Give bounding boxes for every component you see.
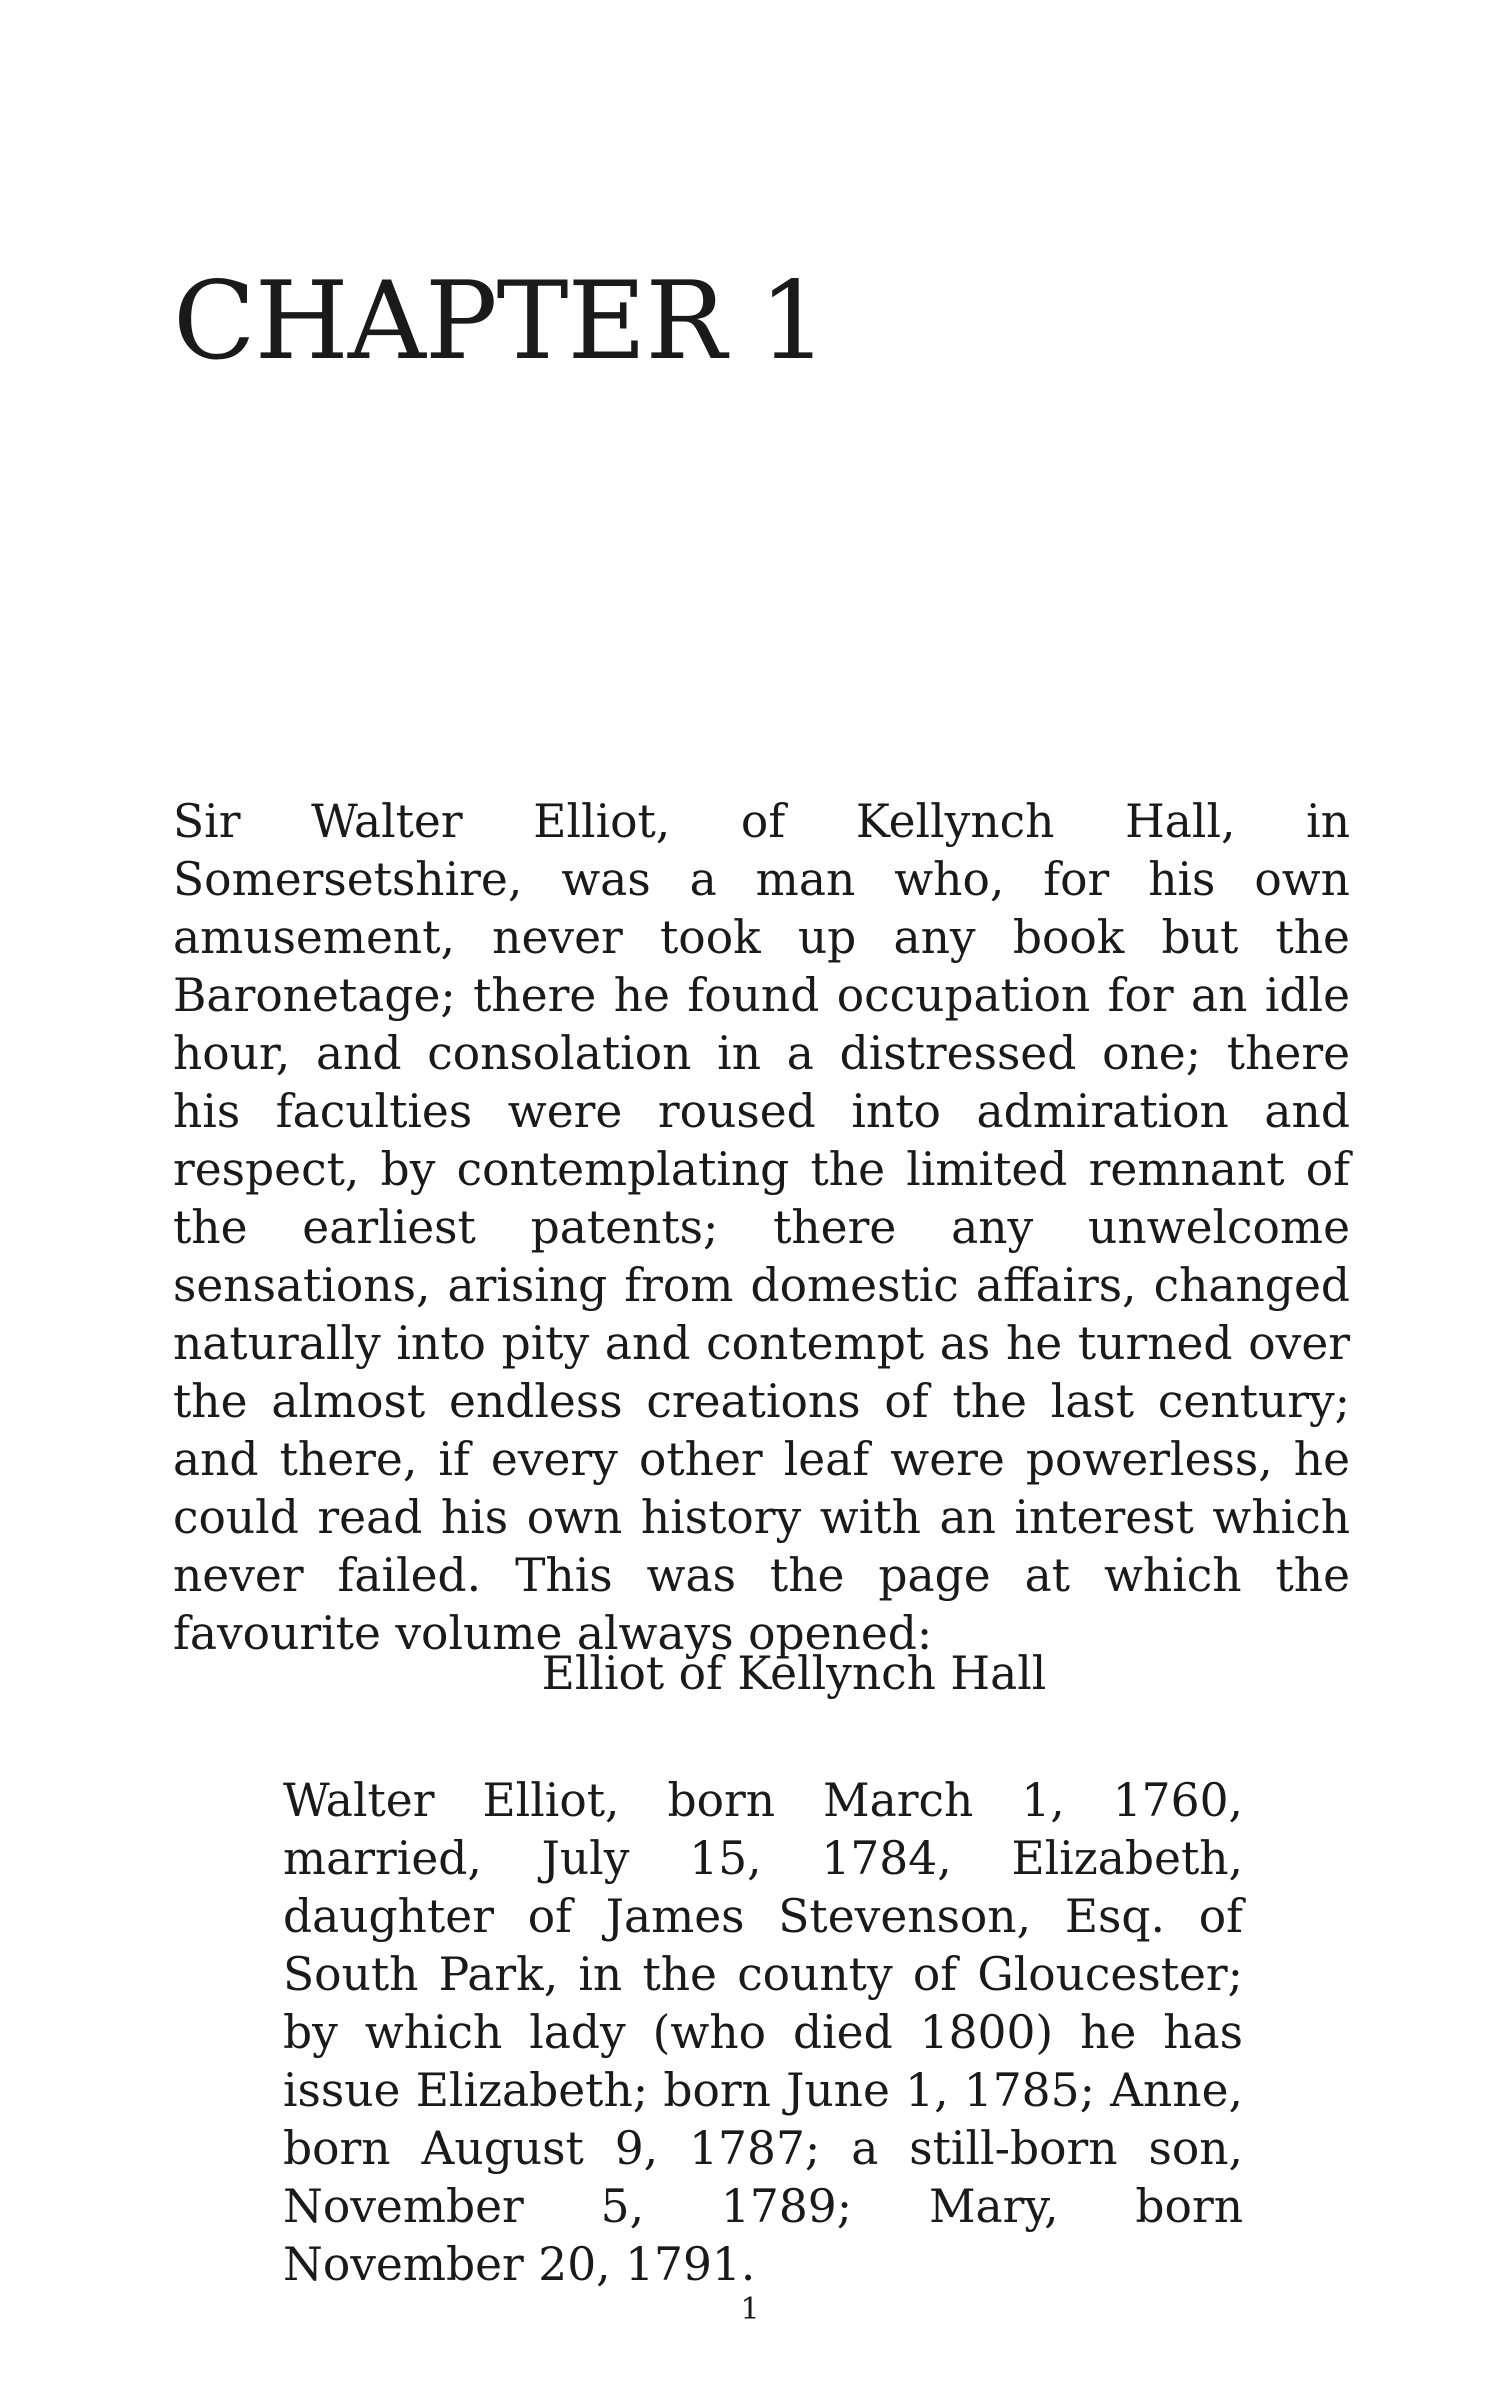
page-number: 1 xyxy=(740,2292,760,2327)
chapter-title: CHAPTER 1 xyxy=(173,259,827,384)
opening-paragraph: Sir Walter Elliot, of Kellynch Hall, in Somersetshire, was a man who, for his own amusement, never took up any book but the Baronetage; there he found occupation for an idle hour, and consolation in a distressed one; there his faculties were roused into admiration and respect, by contemplating the limited remnant of the earliest patents; there any unwelcome sensations, arising from domestic affairs, changed naturally into pity and contempt as he turned over the almost endless creations of the last century; and there, if every other leaf were powerless, he could read his own history with an interest which never failed. This was the page at which the favourite volume always opened: xyxy=(173,795,1350,1660)
baronetage-record-heading: Elliot of Kellynch Hall xyxy=(541,1647,1047,1700)
baronetage-record-text: Walter Elliot, born March 1, 1760, married, July 15, 1784, Elizabeth, daughter of James Stevenson, Esq. of South Park, in the county of Gloucester; by which lady (who died 1800) he has issue Elizabeth; born June 1, 1785; Anne, born August 9, 1787; a still-born son, November 5, 1789; Mary, born November 20, 1791. xyxy=(283,1774,1243,2291)
